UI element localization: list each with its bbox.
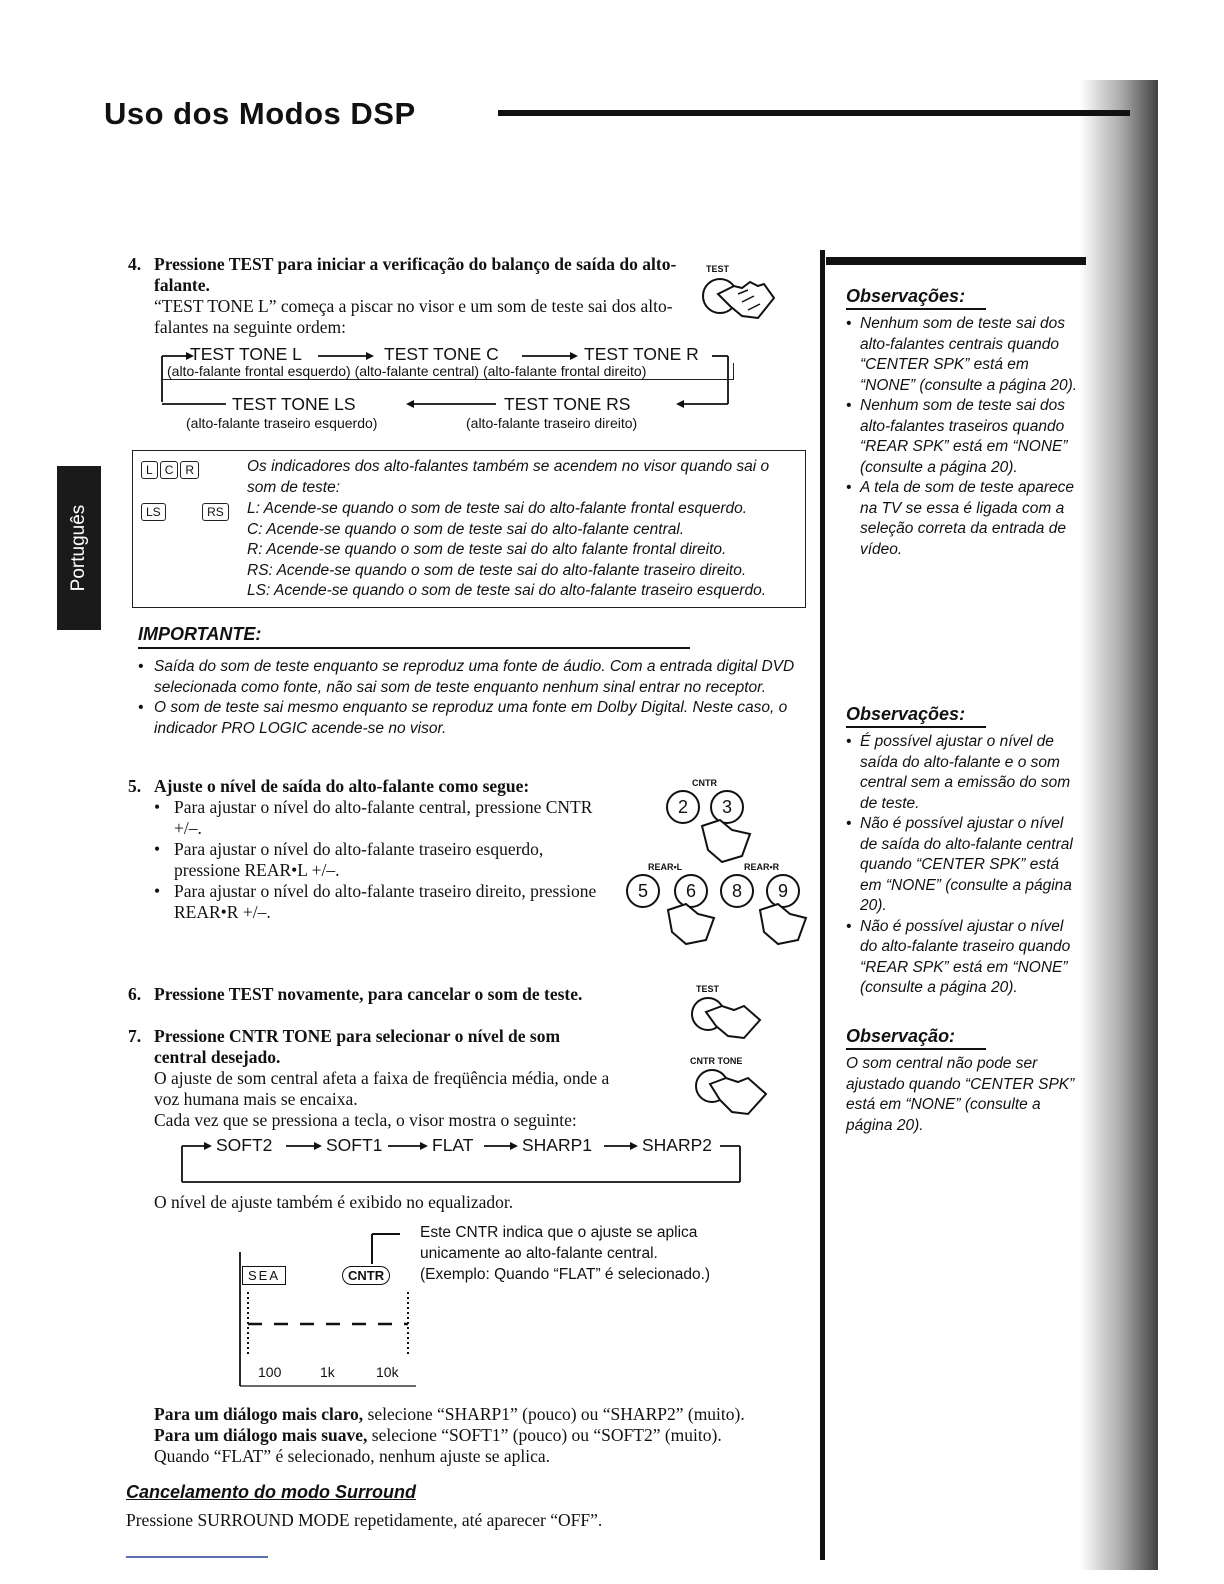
sidebar-observation-3 (846, 1026, 1076, 1136)
level-keys-illustration (610, 776, 815, 956)
step-5 (128, 776, 598, 923)
hand-press-icon-3 (686, 1056, 786, 1126)
flow-tone-r: TEST TONE R (584, 344, 699, 364)
indicator-line-r: R: Acende-se quando o som de teste sai do alto falante frontal direito. (247, 541, 727, 558)
step-7-number: 7. (128, 1026, 142, 1046)
key-9: 9 (766, 874, 800, 908)
test-key-illustration (690, 258, 810, 328)
flow-tone-rs: TEST TONE RS (504, 394, 631, 414)
indicator-icons-bottom (141, 503, 231, 521)
sidebar-observations-2 (846, 704, 1080, 999)
indicator-lines (247, 499, 803, 602)
footer-rule (126, 1556, 268, 1558)
test-key-label: TEST (706, 264, 730, 274)
important-rule (138, 647, 690, 649)
cancel-heading: Cancelamento do modo Surround (126, 1482, 417, 1502)
step-4 (128, 254, 688, 338)
indicator-r: R (180, 461, 199, 479)
key-8: 8 (720, 874, 754, 908)
indicator-rs: RS (202, 503, 229, 521)
obs1-heading: Observações: (846, 286, 966, 306)
indicator-intro: Os indicadores dos alto-falantes também se acendem no visor quando sai o som de teste: (247, 458, 770, 496)
flow-tone-l-sub: (alto-falante frontal esquerdo) (167, 363, 351, 379)
dialog-notes (154, 1404, 814, 1467)
step-7-body-2: Cada vez que se pressiona a tecla, o visor mostra o seguinte: (154, 1110, 577, 1130)
equalizer-display (236, 1222, 756, 1390)
obs2-heading: Observações: (846, 704, 966, 724)
obs1-item-1: • Nenhum som de teste sai dos alto-falantes centrais quando “CENTER SPK” está em “NONE” (consulte a página 20). (846, 315, 1078, 394)
title-rule (498, 110, 1130, 116)
flow-tone-r-sub: (alto-falante frontal direito) (482, 363, 647, 379)
flow-tone-ls-sub: (alto-falante traseiro esquerdo) (186, 415, 378, 431)
language-tab (57, 466, 101, 630)
step-5-bullet-3: • Para ajustar o nível do alto-falante traseiro direito, pressione REAR•R +/–. (154, 881, 597, 922)
indicator-line-ls: LS: Acende-se quando o som de teste sai do alto-falante traseiro esquerdo. (247, 582, 767, 599)
important-section (138, 624, 798, 739)
column-divider (820, 250, 825, 1560)
important-heading: IMPORTANTE: (138, 624, 262, 644)
test-tone-flow (140, 340, 750, 436)
hand-press-icons (610, 776, 815, 956)
indicator-icons-top (141, 461, 201, 479)
scan-shadow (1080, 80, 1158, 1570)
indicator-box (132, 450, 806, 608)
step-4-heading: Pressione TEST para iniciar a verificação do balanço de saída do alto-falante. (154, 254, 677, 295)
cycle-flat: FLAT (432, 1135, 474, 1155)
key-5: 5 (626, 874, 660, 908)
step-7-body-1: O ajuste de som central afeta a faixa de freqüência média, onde a voz humana mais se encaixa. (154, 1068, 610, 1109)
obs2-list (846, 732, 1080, 999)
eq-note: O nível de ajuste também é exibido no equalizador. (154, 1192, 514, 1212)
language-tab-label: Português (68, 504, 89, 592)
cntr-example: (Exemplo: Quando “FLAT” é selecionado.) (420, 1266, 711, 1283)
step-7 (128, 1026, 648, 1131)
flow-tone-ls: TEST TONE LS (232, 394, 356, 414)
indicator-line-rs: RS: Acende-se quando o som de teste sai do alto-falante traseiro direito. (247, 561, 747, 579)
step-6-number: 6. (128, 984, 142, 1004)
cycle-soft2: SOFT2 (216, 1135, 273, 1155)
obs3-rule (846, 1048, 986, 1050)
cycle-sharp1: SHARP1 (522, 1135, 593, 1155)
obs1-item-3: • A tela de som de teste aparece na TV se essa é ligada com a seleção correta da entrada de vídeo. (846, 479, 1074, 558)
obs2-item-2: • Não é possível ajustar o nível de saída do alto-falante central quando “CENTER SPK” está em “NONE” (consulte a página 20). (846, 815, 1073, 914)
cntr-indicator: CNTR (342, 1266, 390, 1285)
step-6 (128, 984, 648, 1005)
flow-front-labels (162, 363, 734, 380)
step-5-heading: Ajuste o nível de saída do alto-falante como segue: (154, 776, 530, 796)
flow-tone-l: TEST TONE L (190, 344, 302, 364)
cntr-note: Este CNTR indica que o ajuste se aplica unicamente ao alto-falante central. (420, 1224, 698, 1262)
flow-tone-c: TEST TONE C (384, 344, 499, 364)
freq-1k: 1k (320, 1364, 335, 1380)
cycle-sharp2: SHARP2 (642, 1135, 713, 1155)
obs2-item-3: • Não é possível ajustar o nível do alto-falante traseiro quando “REAR SPK” está em “NONE” (consulte a página 20). (846, 917, 1071, 996)
step-7-heading: Pressione CNTR TONE para selecionar o nível de som central desejado. (154, 1026, 561, 1067)
sidebar-top-bar (826, 257, 1086, 265)
obs2-rule (846, 726, 986, 728)
indicator-line-l: L: Acende-se quando o som de teste sai do alto-falante frontal esquerdo. (247, 500, 748, 517)
obs1-item-2: • Nenhum som de teste sai dos alto-falantes traseiros quando “REAR SPK” está em “NONE” (consulte a página 20). (846, 397, 1068, 476)
dialog-flat: Quando “FLAT” é selecionado, nenhum ajuste se aplica. (154, 1446, 551, 1466)
step-4-number: 4. (128, 254, 142, 274)
indicator-c: C (160, 461, 179, 479)
obs1-list (846, 314, 1080, 560)
step-5-bullet-2: • Para ajustar o nível do alto-falante traseiro esquerdo, pressione REAR•L +/–. (154, 839, 544, 880)
cntr-tone-key-illustration (686, 1056, 786, 1126)
step-5-number: 5. (128, 776, 142, 796)
important-bullet-2: • O som de teste sai mesmo enquanto se reproduz uma fonte em Dolby Digital. Neste caso, o indicador PRO LOGIC acende-se no visor. (138, 699, 788, 737)
key-3: 3 (710, 790, 744, 824)
obs2-item-1: • É possível ajustar o nível de saída do alto-falante e o som central sem a emissão do som de teste. (846, 733, 1071, 812)
key-6: 6 (674, 874, 708, 908)
important-bullets (138, 657, 798, 739)
key-2: 2 (666, 790, 700, 824)
obs1-rule (846, 308, 986, 310)
indicator-line-c: C: Acende-se quando o som de teste sai do alto-falante central. (247, 520, 685, 538)
cancel-body: Pressione SURROUND MODE repetidamente, até aparecer “OFF”. (126, 1510, 603, 1530)
freq-10k: 10k (376, 1364, 399, 1380)
flow-tone-rs-sub: (alto-falante traseiro direito) (466, 415, 638, 431)
indicator-l: L (141, 461, 158, 479)
test-key-label-2: TEST (696, 984, 720, 994)
tone-cycle (180, 1132, 746, 1184)
cntr-key-label: CNTR (692, 778, 717, 788)
flow-tone-c-sub: (alto-falante central) (354, 363, 480, 379)
step-4-body: “TEST TONE L” começa a piscar no visor e um som de teste sai dos alto-falantes na seguinte ordem: (154, 296, 673, 337)
dialog-soft: Para um diálogo mais suave, selecione “SOFT1” (pouco) ou “SOFT2” (muito). (154, 1425, 722, 1445)
cntr-tone-key-label: CNTR TONE (690, 1056, 743, 1066)
sidebar-observations-1 (846, 286, 1080, 560)
dialog-clear: Para um diálogo mais claro, selecione “SHARP1” (pouco) ou “SHARP2” (muito). (154, 1404, 745, 1424)
rear-l-key-label: REAR•L (648, 862, 683, 872)
sea-indicator: SEA (242, 1266, 286, 1285)
page-title: Uso dos Modos DSP (104, 96, 416, 131)
freq-100: 100 (258, 1364, 282, 1380)
step-5-bullet-1: • Para ajustar o nível do alto-falante central, pressione CNTR +/–. (154, 797, 593, 838)
obs3-heading: Observação: (846, 1026, 956, 1046)
step-6-heading: Pressione TEST novamente, para cancelar o som de teste. (154, 984, 583, 1004)
important-bullet-1: • Saída do som de teste enquanto se reproduz uma fonte de áudio. Com a entrada digital DVD selecionada como fonte, não sai som de teste enquanto nenhum sinal entrar no receptor. (138, 658, 795, 696)
test-key-illustration-2 (688, 984, 778, 1044)
cycle-soft1: SOFT1 (326, 1135, 383, 1155)
indicator-ls: LS (141, 503, 166, 521)
rear-r-key-label: REAR•R (744, 862, 780, 872)
obs3-text: O som central não pode ser ajustado quando “CENTER SPK” está em “NONE” (consulte a página 20). (846, 1055, 1075, 1134)
